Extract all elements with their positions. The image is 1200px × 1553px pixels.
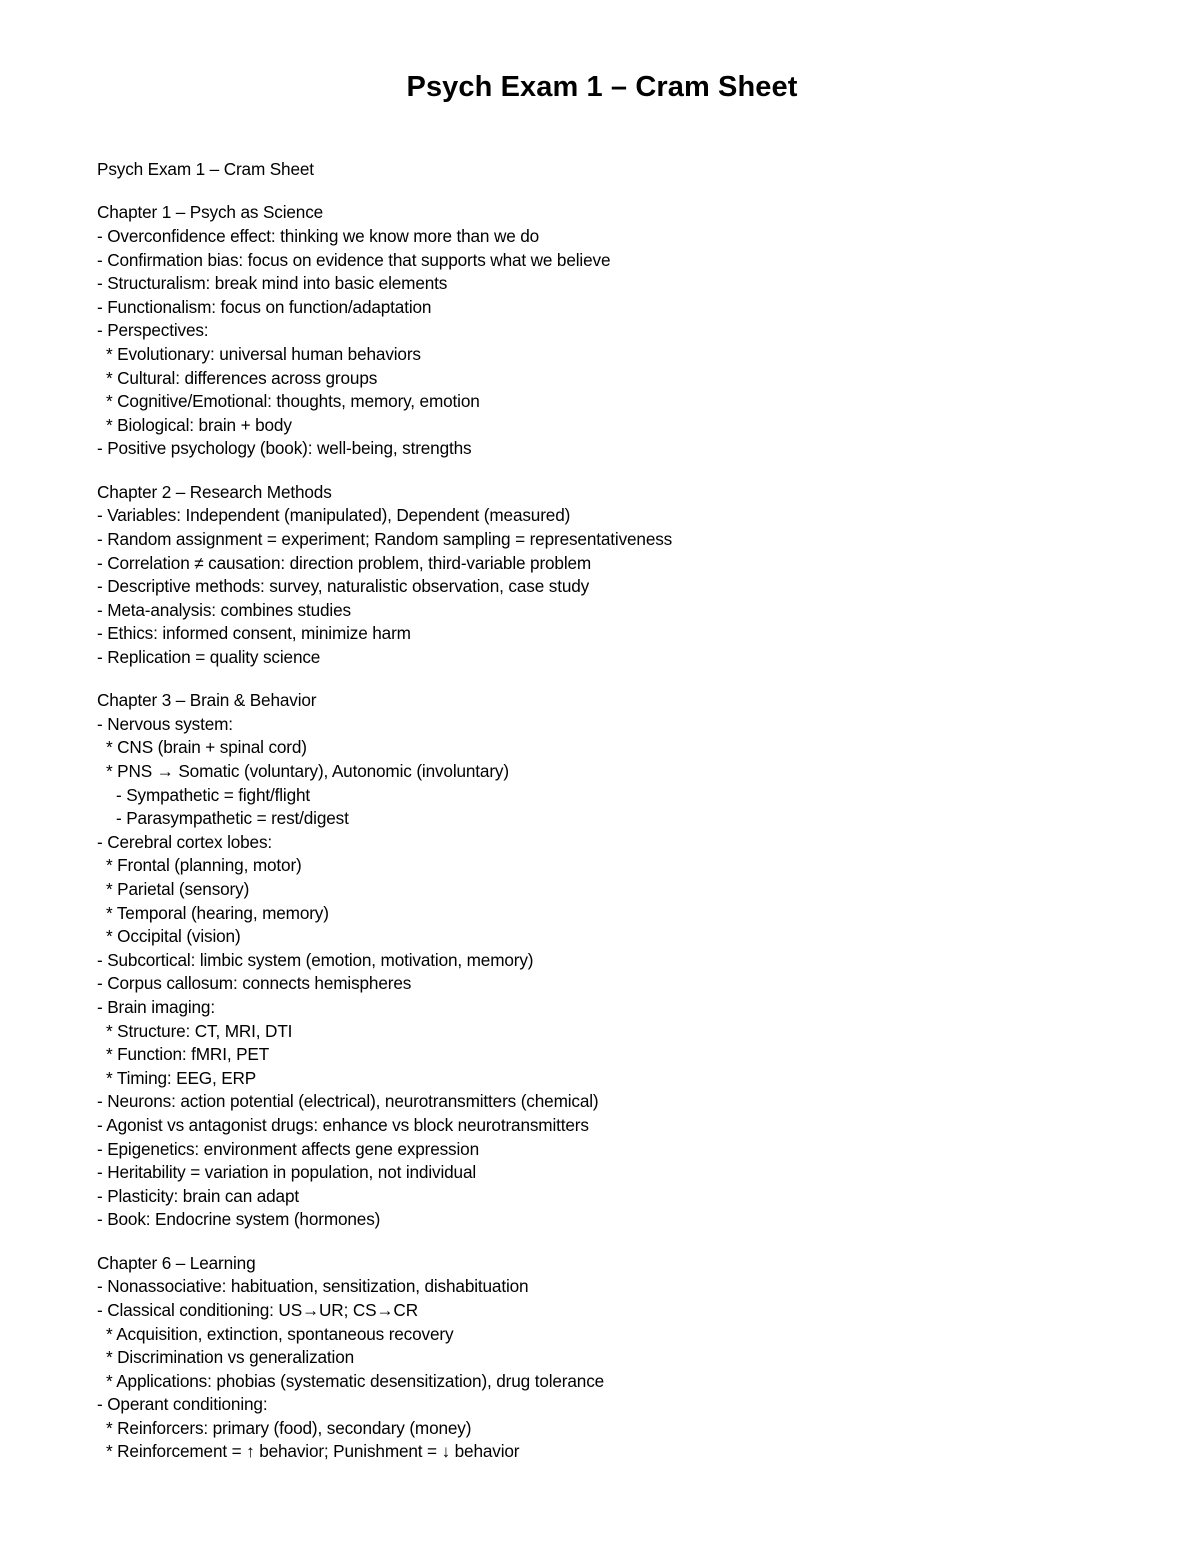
bullet-item: - Epigenetics: environment affects gene expression bbox=[97, 1138, 479, 1159]
bullet-item: - Replication = quality science bbox=[97, 646, 321, 667]
section-heading: Chapter 1 – Psych as Science bbox=[97, 202, 324, 223]
bullet-item: - Agonist vs antagonist drugs: enhance vs block neurotransmitters bbox=[97, 1114, 589, 1135]
bullet-item: - Cerebral cortex lobes: bbox=[97, 831, 273, 852]
sub-bullet-item: * Acquisition, extinction, spontaneous recovery bbox=[106, 1323, 454, 1344]
bullet-item: - Plasticity: brain can adapt bbox=[97, 1185, 300, 1206]
sub-bullet-item: * Cultural: differences across groups bbox=[106, 367, 378, 388]
sub-bullet-item: * Structure: CT, MRI, DTI bbox=[106, 1020, 293, 1041]
sub-bullet-item: - Sympathetic = fight/flight bbox=[116, 784, 311, 805]
sub-bullet-item: * Timing: EEG, ERP bbox=[106, 1067, 257, 1088]
bullet-item: - Operant conditioning: bbox=[97, 1394, 268, 1415]
section bbox=[97, 481, 1157, 670]
bullet-item: - Overconfidence effect: thinking we know more than we do bbox=[97, 225, 540, 246]
sub-bullet-item: * Frontal (planning, motor) bbox=[106, 855, 302, 876]
bullet-item: - Random assignment = experiment; Random sampling = representativeness bbox=[97, 528, 673, 549]
section-heading: Chapter 3 – Brain & Behavior bbox=[97, 690, 317, 711]
bullet-item: - Structuralism: break mind into basic elements bbox=[97, 273, 448, 294]
bullet-item: - Corpus callosum: connects hemispheres bbox=[97, 973, 412, 994]
bullet-item: - Subcortical: limbic system (emotion, motivation, memory) bbox=[97, 949, 534, 970]
section-spacer bbox=[97, 182, 1157, 202]
sub-bullet-item: * Reinforcers: primary (food), secondary (money) bbox=[106, 1417, 472, 1438]
sub-bullet-item: * Parietal (sensory) bbox=[106, 879, 250, 900]
bullet-item: - Positive psychology (book): well-being, strengths bbox=[97, 438, 472, 459]
bullet-item: - Nervous system: bbox=[97, 713, 233, 734]
bullet-item: - Functionalism: focus on function/adaptation bbox=[97, 296, 432, 317]
document-title: Psych Exam 1 – Cram Sheet bbox=[406, 71, 798, 103]
bullet-item: - Book: Endocrine system (hormones) bbox=[97, 1209, 381, 1230]
bullet-item: - Perspectives: bbox=[97, 320, 209, 341]
sub-bullet-item: * Applications: phobias (systematic desensitization), drug tolerance bbox=[106, 1370, 605, 1391]
bullet-item: - Neurons: action potential (electrical), neurotransmitters (chemical) bbox=[97, 1091, 599, 1112]
section bbox=[97, 201, 1157, 461]
sections-container bbox=[97, 182, 1157, 1464]
sub-bullet-item: * Cognitive/Emotional: thoughts, memory, emotion bbox=[106, 391, 480, 412]
sub-bullet-item: * PNS → Somatic (voluntary), Autonomic (involuntary) bbox=[106, 761, 509, 782]
bullet-item: - Meta-analysis: combines studies bbox=[97, 599, 351, 620]
sub-bullet-item: * Occipital (vision) bbox=[106, 926, 241, 947]
bullet-item: - Heritability = variation in population, not individual bbox=[97, 1162, 477, 1183]
section bbox=[97, 689, 1157, 1232]
section-spacer bbox=[97, 1232, 1157, 1252]
bullet-item: - Nonassociative: habituation, sensitization, dishabituation bbox=[97, 1276, 529, 1297]
bullet-item: - Ethics: informed consent, minimize harm bbox=[97, 623, 411, 644]
section bbox=[97, 1252, 1157, 1464]
bullet-item: - Brain imaging: bbox=[97, 996, 215, 1017]
sub-bullet-item: * Reinforcement = ↑ behavior; Punishment = ↓ behavior bbox=[106, 1441, 520, 1462]
bullet-item: - Correlation ≠ causation: direction problem, third-variable problem bbox=[97, 552, 592, 573]
sub-bullet-item: * Biological: brain + body bbox=[106, 414, 292, 435]
sub-bullet-item: * Function: fMRI, PET bbox=[106, 1044, 270, 1065]
section-heading: Chapter 2 – Research Methods bbox=[97, 481, 332, 502]
sub-bullet-item: * Discrimination vs generalization bbox=[106, 1347, 355, 1368]
sub-bullet-item: - Parasympathetic = rest/digest bbox=[116, 808, 349, 829]
bullet-item: - Classical conditioning: US→UR; CS→CR bbox=[97, 1299, 418, 1320]
sub-bullet-item: * CNS (brain + spinal cord) bbox=[106, 737, 307, 758]
bullet-item: - Descriptive methods: survey, naturalistic observation, case study bbox=[97, 576, 590, 597]
sub-bullet-item: * Temporal (hearing, memory) bbox=[106, 902, 329, 923]
document-body bbox=[97, 158, 1157, 1464]
bullet-item: - Variables: Independent (manipulated), Dependent (measured) bbox=[97, 505, 571, 526]
section-spacer bbox=[97, 461, 1157, 481]
sub-bullet-item: * Evolutionary: universal human behaviors bbox=[106, 343, 421, 364]
section-heading: Chapter 6 – Learning bbox=[97, 1252, 256, 1273]
bullet-item: - Confirmation bias: focus on evidence that supports what we believe bbox=[97, 249, 611, 270]
document-subtitle: Psych Exam 1 – Cram Sheet bbox=[97, 159, 314, 179]
section-spacer bbox=[97, 669, 1157, 689]
